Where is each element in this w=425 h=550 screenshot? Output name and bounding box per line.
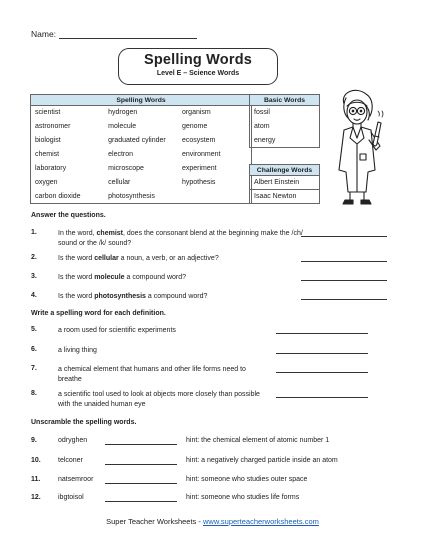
definition-text: a scientific tool used to look at objects more closely than possible with the unaided human eye — [58, 391, 260, 408]
question-keyword: chemist — [96, 230, 123, 237]
footer-link[interactable]: www.superteacherworksheets.com — [202, 517, 319, 526]
hint-text: hint: someone who studies outer space — [186, 476, 308, 483]
scrambled-word: telconer — [58, 457, 83, 464]
footer — [0, 517, 425, 526]
spelling-word: photosynthesis — [108, 192, 155, 200]
spelling-word: laboratory — [35, 165, 67, 172]
spelling-word: genome — [181, 123, 208, 130]
question-text-part: a compound word? — [145, 293, 208, 300]
question-text-part: a compound word? — [124, 274, 187, 281]
answer-line[interactable] — [105, 494, 177, 502]
question-keyword: cellular — [94, 255, 119, 262]
spelling-word: biologist — [35, 137, 61, 144]
basic-row — [250, 106, 320, 120]
question-text-part: a noun, a verb, or an adjective? — [118, 255, 219, 262]
question-text-part: Is the word — [58, 293, 95, 300]
question-keyword: photosynthesis — [94, 293, 146, 300]
question-text — [58, 229, 320, 248]
basic-row — [250, 134, 320, 148]
spelling-word: microscope — [108, 165, 144, 172]
answer-line[interactable] — [276, 346, 368, 354]
challenge-words-header: Challenge Words — [250, 165, 320, 176]
answer-line[interactable] — [276, 390, 368, 398]
spelling-row — [31, 120, 252, 134]
answer-line[interactable] — [276, 365, 368, 373]
spelling-word: oxygen — [35, 179, 58, 186]
basic-words-table — [249, 94, 320, 148]
challenge-row — [250, 176, 320, 190]
hint-text: hint: the chemical element of atomic number 1 — [186, 437, 330, 444]
question-number: 3. — [31, 273, 37, 280]
question-text-part: , does the consonant blend at the beginning make the /ch/ sound or the /k/ sound? — [58, 230, 303, 247]
question-number: 1. — [31, 229, 37, 236]
scrambled-word: natsemroor — [58, 476, 94, 483]
spelling-row — [31, 190, 252, 204]
definition-number: 5. — [31, 326, 37, 333]
scrambled-word: ibgtoisol — [58, 494, 84, 501]
spelling-row — [31, 134, 252, 148]
definition-text: a chemical element that humans and other life forms need to breathe — [58, 366, 246, 383]
definition-text: a living thing — [58, 347, 97, 354]
unscramble-number: 9. — [31, 437, 37, 444]
challenge-words-table — [249, 164, 320, 204]
hint-text: hint: someone who studies life forms — [186, 494, 300, 501]
name-row — [31, 29, 197, 39]
page-subtitle: Level E – Science Words — [156, 70, 240, 77]
unscramble-number: 11. — [31, 476, 41, 483]
spelling-row — [31, 176, 252, 190]
spelling-row — [31, 162, 252, 176]
basic-word: fossil — [254, 109, 270, 117]
spelling-word: electron — [108, 151, 134, 158]
spelling-word: hypothesis — [181, 179, 216, 186]
unscramble-number: 10. — [31, 457, 41, 464]
question-text — [58, 292, 328, 302]
spelling-word: cellular — [108, 179, 131, 186]
spelling-word: molecule — [108, 123, 137, 130]
spelling-word: environment — [181, 151, 221, 158]
spelling-words-header: Spelling Words — [31, 95, 252, 106]
footer-text: Super Teacher Worksheets - — [106, 517, 203, 526]
answer-line[interactable] — [301, 229, 387, 237]
unscramble-number: 12. — [31, 494, 41, 501]
spelling-word: ecosystem — [181, 137, 216, 144]
basic-row — [250, 120, 320, 134]
name-line — [59, 31, 197, 39]
spelling-word: chemist — [35, 151, 60, 158]
definition-number: 8. — [31, 390, 37, 397]
spelling-word: organism — [181, 109, 211, 117]
challenge-row — [250, 190, 320, 204]
spelling-words-table — [30, 94, 252, 204]
spelling-row — [31, 106, 252, 120]
challenge-word: Albert Einstein — [250, 176, 320, 190]
answer-line[interactable] — [105, 437, 177, 445]
answer-line[interactable] — [301, 273, 387, 281]
basic-words-header: Basic Words — [250, 95, 320, 106]
section-unscramble: Unscramble the spelling words. — [31, 419, 137, 426]
basic-word: energy — [254, 136, 276, 144]
spelling-word: scientist — [35, 109, 61, 117]
definition-text: a room used for scientific experiments — [58, 327, 176, 334]
hint-text: hint: a negatively charged particle inside an atom — [186, 457, 338, 464]
name-label: Name: — [31, 29, 57, 39]
spelling-row — [31, 148, 252, 162]
basic-word: atom — [254, 123, 270, 130]
spelling-word: carbon dioxide — [35, 192, 81, 200]
question-keyword: molecule — [94, 274, 125, 281]
question-number: 4. — [31, 292, 37, 299]
definition-number: 7. — [31, 365, 37, 372]
spelling-word: graduated cylinder — [108, 137, 166, 144]
answer-line[interactable] — [301, 254, 387, 262]
spelling-word: hydrogen — [108, 109, 138, 117]
answer-line[interactable] — [301, 292, 387, 300]
spelling-word: astronomer — [35, 123, 71, 130]
spelling-word: experiment — [181, 165, 217, 172]
spelling-word — [178, 190, 252, 204]
challenge-word: Isaac Newton — [250, 190, 320, 204]
title-box — [118, 48, 278, 85]
answer-line[interactable] — [105, 476, 177, 484]
answer-line[interactable] — [105, 457, 177, 465]
question-number: 2. — [31, 254, 37, 261]
scrambled-word: odryghen — [58, 437, 88, 444]
question-text-part: In the word, — [58, 230, 97, 237]
page-title: Spelling Words — [143, 52, 253, 68]
question-text — [58, 254, 328, 264]
scientist-illustration — [326, 88, 388, 206]
definition-number: 6. — [31, 346, 37, 353]
answer-line[interactable] — [276, 326, 368, 334]
section-write-definition: Write a spelling word for each definition. — [31, 310, 166, 317]
question-text — [58, 273, 328, 283]
question-text-part: Is the word — [58, 255, 95, 262]
section-answer-questions: Answer the questions. — [31, 212, 106, 219]
question-text-part: Is the word — [58, 274, 95, 281]
